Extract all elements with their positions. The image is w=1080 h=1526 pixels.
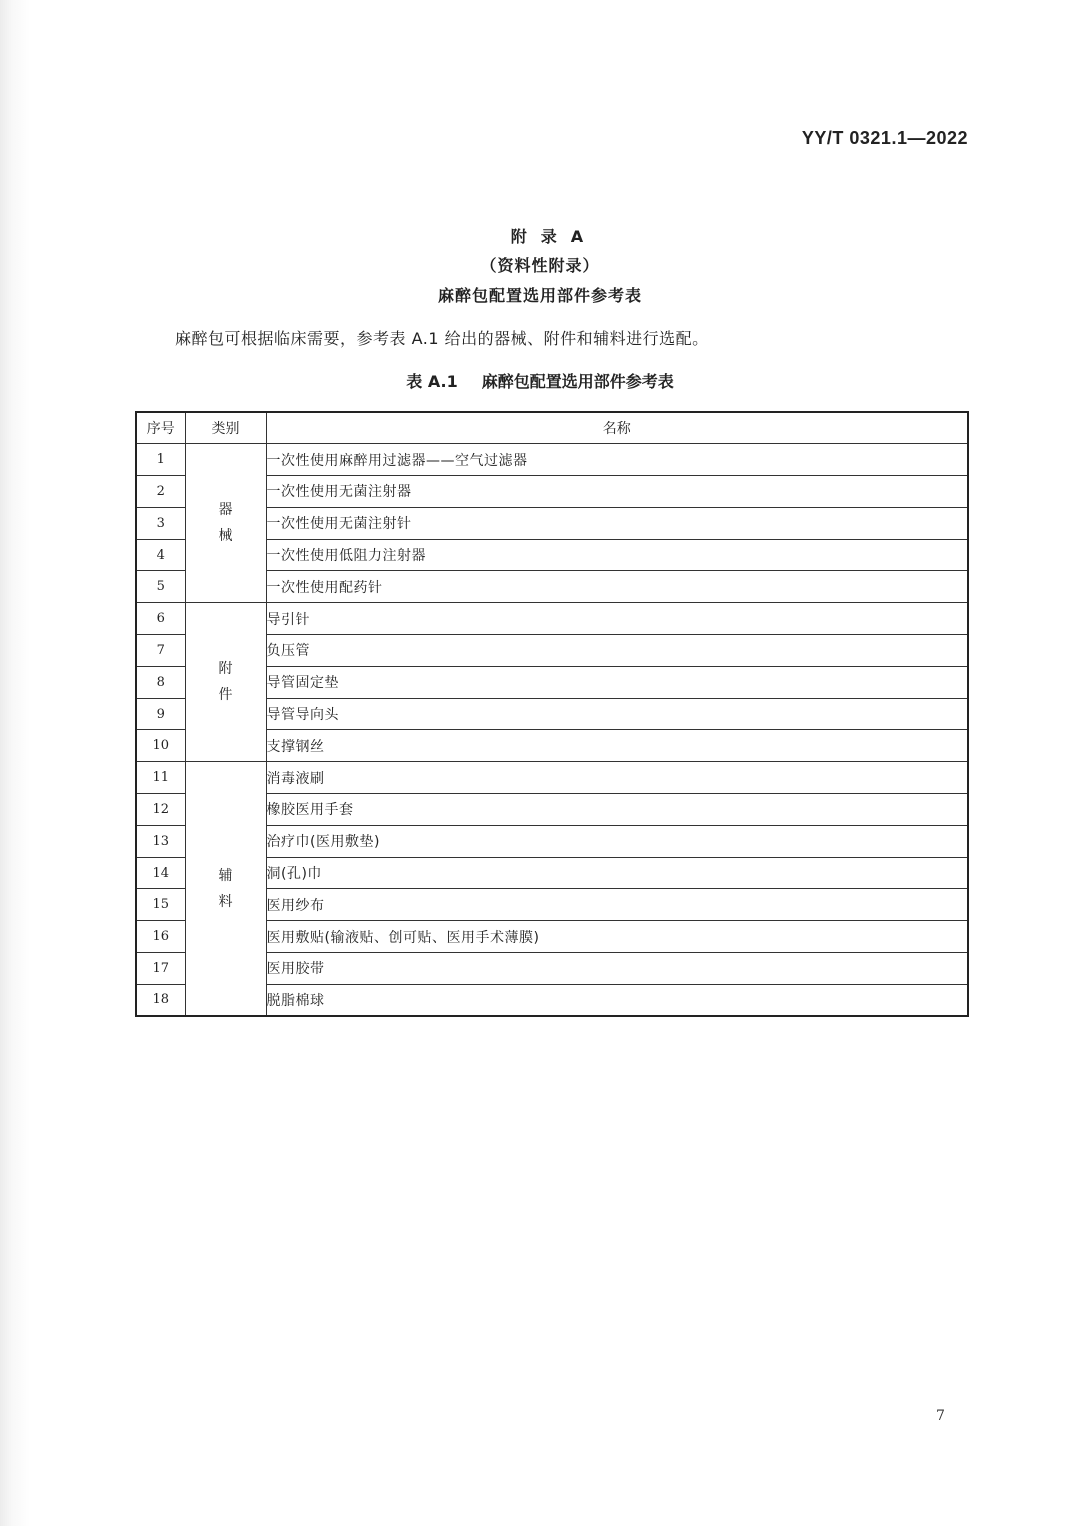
row-seq: 12 <box>136 794 185 826</box>
row-name: 医用敷贴(输液贴、创可贴、医用手术薄膜) <box>266 921 968 953</box>
row-seq: 11 <box>136 762 185 794</box>
row-name: 脱脂棉球 <box>266 984 968 1016</box>
category-char: 器 <box>218 502 233 519</box>
category-char: 件 <box>218 687 233 704</box>
row-seq: 17 <box>136 953 185 985</box>
page-number: 7 <box>936 1408 945 1424</box>
row-seq: 15 <box>136 889 185 921</box>
standard-code: YY/T 0321.1—2022 <box>801 128 968 148</box>
row-name: 医用纱布 <box>266 889 968 921</box>
row-seq: 5 <box>136 571 185 603</box>
category-char: 辅 <box>218 867 233 884</box>
row-name: 支撑钢丝 <box>266 730 968 762</box>
row-seq: 14 <box>136 857 185 889</box>
row-seq: 13 <box>136 825 185 857</box>
table-header-row <box>136 412 968 444</box>
table-caption-number: 表 A.1 <box>406 372 458 391</box>
row-seq: 16 <box>136 921 185 953</box>
row-name: 医用胶带 <box>266 953 968 985</box>
category-char: 料 <box>218 893 233 910</box>
table-row <box>136 762 968 794</box>
header-name: 名称 <box>266 412 968 444</box>
row-seq: 18 <box>136 984 185 1016</box>
row-name: 洞(孔)巾 <box>266 857 968 889</box>
row-name: 一次性使用配药针 <box>266 571 968 603</box>
row-category <box>185 762 266 1016</box>
row-seq: 6 <box>136 603 185 635</box>
row-seq: 9 <box>136 698 185 730</box>
row-seq: 8 <box>136 666 185 698</box>
appendix-title: 附录A <box>510 227 598 246</box>
category-char: 附 <box>218 661 233 678</box>
row-seq: 7 <box>136 635 185 667</box>
row-seq: 1 <box>136 444 185 476</box>
table-caption-title: 麻醉包配置选用部件参考表 <box>481 372 674 391</box>
intro-paragraph: 麻醉包可根据临床需要，参考表 A.1 给出的器械、附件和辅料进行选配。 <box>175 329 709 348</box>
row-name: 负压管 <box>266 635 968 667</box>
appendix-type: （资料性附录） <box>480 256 600 275</box>
row-seq: 10 <box>136 730 185 762</box>
row-seq: 3 <box>136 507 185 539</box>
row-seq: 2 <box>136 476 185 508</box>
row-name: 一次性使用麻醉用过滤器——空气过滤器 <box>266 444 968 476</box>
row-name: 导引针 <box>266 603 968 635</box>
row-name: 导管固定垫 <box>266 666 968 698</box>
header-seq: 序号 <box>136 412 185 444</box>
table-body <box>136 444 968 1016</box>
row-seq: 4 <box>136 539 185 571</box>
table-row <box>136 603 968 635</box>
reference-table <box>135 411 969 1017</box>
row-name: 一次性使用无菌注射器 <box>266 476 968 508</box>
table-row <box>136 444 968 476</box>
row-name: 消毒液刷 <box>266 762 968 794</box>
row-name: 橡胶医用手套 <box>266 794 968 826</box>
row-category <box>185 603 266 762</box>
row-name: 一次性使用低阻力注射器 <box>266 539 968 571</box>
row-name: 导管导向头 <box>266 698 968 730</box>
table-caption <box>0 369 1080 392</box>
row-name: 治疗巾(医用敷垫) <box>266 825 968 857</box>
row-name: 一次性使用无菌注射针 <box>266 507 968 539</box>
row-category <box>185 444 266 603</box>
header-category: 类别 <box>185 412 266 444</box>
appendix-name: 麻醉包配置选用部件参考表 <box>437 286 642 305</box>
category-char: 械 <box>218 528 233 545</box>
